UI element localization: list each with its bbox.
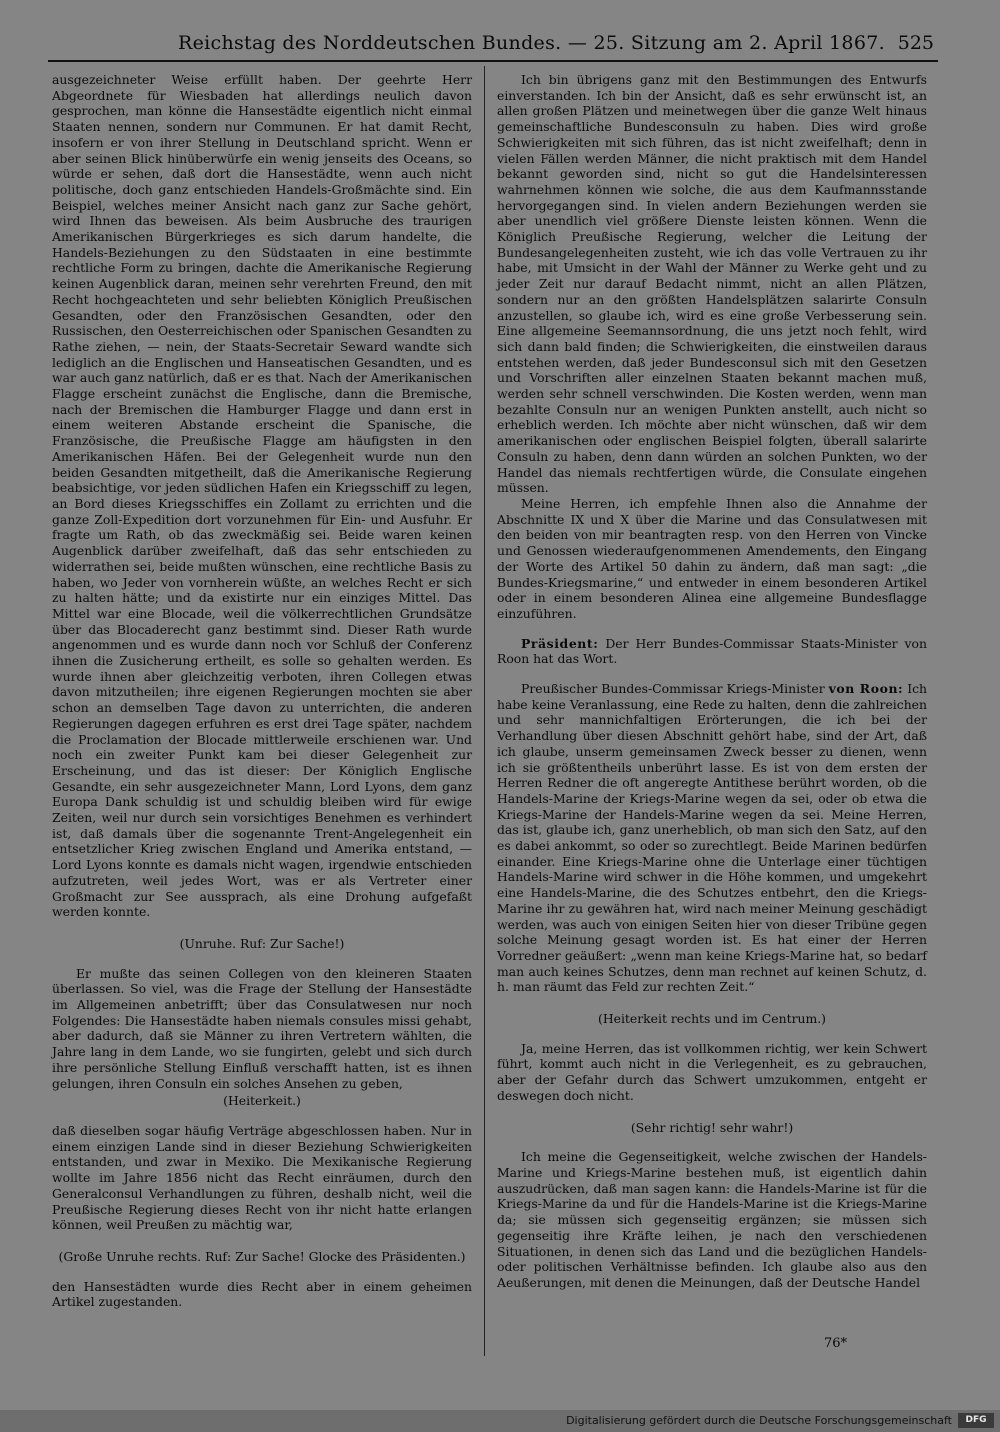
column-divider (484, 66, 485, 1356)
paragraph: daß dieselben sogar häufig Verträge abgeschlossen haben. Nur in einem einzigen Lande sind in dieser Beziehung Schwierigkeiten entstanden, und zwar in Mexiko. Die Mexikanische Regierung wollte im Jahre 1856 nicht das Recht einräumen, durch den Generalconsul Verhandlungen zu führen, deshalb nicht, weil die Preußische Regierung dieses Recht von ihr nicht hatte erlangen können, weil Preußen zu mächtig war, (52, 1123, 472, 1233)
footer-bar (0, 1410, 1000, 1432)
paragraph: ausgezeichneter Weise erfüllt haben. Der geehrte Herr Abgeordnete für Wiesbaden hat allerdings neulich davon gesprochen, man könne die Hansestädte eigentlich nicht einmal Staaten nennen, sondern nur Communen. Er hat damit Recht, insofern er von ihrer Stellung in Deutschland spricht. Wenn er aber seinen Blick hinüberwürfe ein wenig jenseits des Oceans, so würde er sehen, daß dort die Hansestädte, wenn auch nicht politische, doch ganz entschieden Handels-Großmächte sind. Ein Beispiel, welches meiner Ansicht nach ganz zur Sache gehört, wird Ihnen das beweisen. Als beim Ausbruche des traurigen Amerikanischen Bürgerkrieges es sich darum handelte, die Handels-Beziehungen zu den Südstaaten in eine bestimmte rechtliche Form zu bringen, dachte die Amerikanische Regierung keinen Augenblick daran, meinen sehr verehrten Freund, den mit Recht hochgeachteten und sehr beliebten Königlich Preußischen Gesandten, oder den Französischen Gesandten, oder den Russischen, den Oesterreichischen oder Spanischen Gesandten zu Rathe ziehen, — nein, der Staats-Secretair Seward wandte sich lediglich an die Englischen und Hanseatischen Gesandten, und es war auch ganz natürlich, daß er es that. Nach der Amerikanischen Flagge erscheint zunächst die Englische, dann die Bremische, nach der Bremischen die Hamburger Flagge und dann erst in einem weiteren Abstande erscheint die Spanische, die Französische, die Preußische Flagge am häufigsten in den Amerikanischen Häfen. Bei der Gelegenheit wurde nun den beiden Gesandten mitgetheilt, daß die Amerikanische Regierung beabsichtige, vor jeden südlichen Hafen ein Kriegsschiff zu legen, an Bord dieses Kriegsschiffes ein Zollamt zu errichten und die ganze Zoll-Expedition dort vorzunehmen für Ein- und Ausfuhr. Er fragte um Rath, ob das zweckmäßig sei. Beide waren keinen Augenblick darüber zweifelhaft, daß das sehr entschieden zu widerrathen sei, beide mußten wünschen, eine rechtliche Basis zu haben, wo Jeder von vornherein wüßte, an welches Recht er sich zu halten hätte; und da existirte nur ein einziges Mittel. Das Mittel war eine Blocade, weil die völkerrechtlichen Grundsätze über das Blocaderecht ganz bestimmt sind. Dieser Rath wurde angenommen und es wurde dann noch vor Schluß der Conferenz ihnen die Zusicherung ertheilt, es solle so gehalten werden. Es wurde ihnen aber gleichzeitig verboten, ihren Collegen etwas davon mitzutheilen; ihre eigenen Regierungen mochten sie aber schon an demselben Tage davon zu unterrichten, die anderen Regierungen dagegen erfuhren es erst drei Tage später, nachdem die Proclamation der Blocade mittlerweile erschienen war. Und noch ein zweiter Punkt kam bei dieser Gelegenheit zur Erscheinung, und das ist dieser: Der Königlich Englische Gesandte, ein sehr ausgezeichneter Mann, Lord Lyons, dem ganz Europa Dank schuldig ist und schuldig bleiben wird für ewige Zeiten, weil nur durch sein vorsichtiges Benehmen es verhindert ist, daß damals über die sogenannte Trent-Angelegenheit ein entsetzlicher Krieg zwischen England und Amerika entstand, — Lord Lyons konnte es damals nicht wagen, irgendwie entschieden aufzutreten, weil jedes Wort, was er als Vertreter einer Großmacht zur See aussprach, als eine Drohung aufgefaßt werden konnte. (52, 72, 472, 920)
sheet-signature: 76* (824, 1336, 848, 1351)
paragraph: den Hansestädten wurde dies Recht aber in einem geheimen Artikel zugestanden. (52, 1278, 472, 1310)
page-header (48, 30, 938, 62)
dfg-logo: DFG (958, 1413, 994, 1428)
stage-direction: (Unruhe. Ruf: Zur Sache!) (179, 935, 345, 951)
speech-roon (497, 681, 927, 995)
running-title: Reichstag des Norddeutschen Bundes. — 25. Sitzung am 2. April 1867. (178, 32, 885, 54)
page-number: 525 (897, 32, 934, 54)
speaker-label: Präsident: (521, 635, 599, 651)
statement-text: Der Herr Bundes-Commissar Staats-Minister von Roon hat das Wort. (497, 635, 927, 667)
speech-text: Ich habe keine Veranlassung, eine Rede zu halten, denn die zahlreichen und sehr mannichfaltigen Erörterungen, die ich bei der Verhandlung über diesen Abschnitt gehört habe, sind der Art, daß ich glaube, unserm gemeinsamen Zweck besser zu dienen, wenn ich sie größtentheils unberührt lasse. Es ist von dem ersten der Herren Redner die oft angeregte Antithese berührt worden, ob die Handels-Marine der Kriegs-Marine wegen da sei, oder ob etwa die Kriegs-Marine der Handels-Marine wegen da sei. Meine Herren, das ist, glaube ich, ganz unerheblich, ob man sich den Satz, auf den es dabei ankommt, so oder so zurechtlegt. Beide Marinen bedürfen einander. Eine Kriegs-Marine ohne die Unterlage einer tüchtigen Handels-Marine wird schwer in die Höhe kommen, und umgekehrt eine Handels-Marine, die des Schutzes entbehrt, den die Kriegs-Marine ihr zu gewähren hat, wird nach meiner Meinung geschädigt werden, was auch von einigen Seiten hier von dieser Tribüne gegen solche Meinung gesagt worden ist. Es hat einer der Herren Vorredner geäußert: „wenn man keine Kriegs-Marine hat, so bedarf man auch keines Schutzes, denn man rechnet auf keinen Schutz, d. h. man räumt das Feld zur rechten Zeit.“ (497, 681, 928, 995)
stage-direction: (Heiterkeit rechts und im Centrum.) (597, 1011, 827, 1027)
stage-direction: (Heiterkeit.) (223, 1093, 301, 1109)
right-column (497, 72, 927, 1291)
speaker-title: Preußischer Bundes-Commissar Kriegs-Minister (521, 681, 825, 697)
paragraph: Ja, meine Herren, das ist vollkommen richtig, wer kein Schwert führt, kommt auch nicht in die Verlegenheit, es zu gebrauchen, aber der Gefahr durch das Schwert umzukommen, entgeht er deswegen doch nicht. (497, 1040, 927, 1103)
paragraph: Ich meine die Gegenseitigkeit, welche zwischen der Handels-Marine und Kriegs-Marine bestehen muß, ist eigentlich dahin auszudrücken, daß man sagen kann: die Handels-Marine ist für die Kriegs-Marine da und für die Handels-Marine ist die Kriegs-Marine da; sie müssen sich gegenseitig ergänzen; sie müssen sich gegenseitig ihre Kräfte leihen, je nach den verschiedenen Situationen, in denen sich das Land und die bezüglichen Handels- oder politischen Verhältnisse befinden. Ich glaube also aus den Aeußerungen, mit denen die Meinungen, daß der Deutsche Handel (497, 1149, 927, 1290)
left-column (52, 72, 472, 1310)
stage-direction: (Sehr richtig! sehr wahr!) (630, 1119, 794, 1135)
paragraph: Ich bin übrigens ganz mit den Bestimmungen des Entwurfs einverstanden. Ich bin der Ansicht, daß es sehr erwünscht ist, an allen großen Plätzen und meinetwegen über die ganze Welt hinaus gemeinschaftliche Bundesconsuln zu haben. Dies wird große Schwierigkeiten mit sich führen, das ist nicht zweifelhaft; denn in vielen Fällen werden Männer, die nicht praktisch mit dem Handel bekannt geworden sind, nicht so gut die Handelsinteressen wahrnehmen können wie solche, die aus dem Kaufmannsstande hervorgegangen sind. In vielen andern Beziehungen werden sie aber unendlich viel größere Dienste leisten können. Wenn die Königlich Preußische Regierung, welcher die Leitung der Bundesangelegenheiten zusteht, wie ich das volle Vertrauen zu ihr habe, mit Umsicht in der Wahl der Männer zu Werke geht und zu jeder Zeit nur darauf Bedacht nimmt, nicht an allen Plätzen, sondern nur an den größten Handelsplätzen salarirte Consuln anzustellen, so glaube ich, wird es eine große Verbesserung sein. Eine allgemeine Seemannsordnung, die uns jetzt noch fehlt, wird sich dann bald finden; die Schwierigkeiten, die einstweilen daraus entstehen werden, daß jeder Bundesconsul sich mit den Gesetzen und Vorschriften aller einzelnen Staaten bekannt machen muß, werden sehr schnell verschwinden. Die Kosten werden, wenn man bezahlte Consuln nur an wenigen Punkten anstellt, auch nicht so erheblich werden. Ich möchte aber nicht wünschen, daß wir dem amerikanischen oder englischen Beispiel folgten, überall salarirte Consuln zu haben, denn dann würden an solchen Punkten, wo der Handel das niemals rechtfertigen würde, die Consulate eingehen müssen. (497, 72, 927, 496)
paragraph: Er mußte das seinen Collegen von den kleineren Staaten überlassen. So viel, was die Frage der Stellung der Hansestädte im Allgemeinen anbetrifft; über das Consulatwesen nur noch Folgendes: Die Hansestädte haben niemals consules missi gehabt, aber dadurch, daß sie Männer zu ihren Vertretern wählten, die Jahre lang in dem Lande, wo sie fungirten, gelebt und sich durch ihre persönliche Stellung Einfluß verschafft hatten, ist es ihnen gelungen, ihren Consuln ein solches Ansehen zu geben, (52, 965, 472, 1091)
president-statement (497, 636, 927, 667)
funding-notice: Digitalisierung gefördert durch die Deutsche Forschungsgemeinschaft (566, 1414, 952, 1427)
stage-direction: (Große Unruhe rechts. Ruf: Zur Sache! Glocke des Präsidenten.) (58, 1248, 466, 1264)
speaker-name: von Roon: (828, 681, 904, 697)
paragraph: Meine Herren, ich empfehle Ihnen also die Annahme der Abschnitte IX und X über die Marine und das Consulatwesen mit den beiden von mir beantragten resp. von den Herren von Vincke und Genossen wiederaufgenommenen Amendements, den Eingang der Worte des Artikel 50 dahin zu ändern, daß man sagt: „die Bundes-Kriegsmarine,“ und entweder in einem besonderen Artikel oder in einem besonderen Alinea eine allgemeine Bundesflagge einzuführen. (497, 495, 927, 621)
